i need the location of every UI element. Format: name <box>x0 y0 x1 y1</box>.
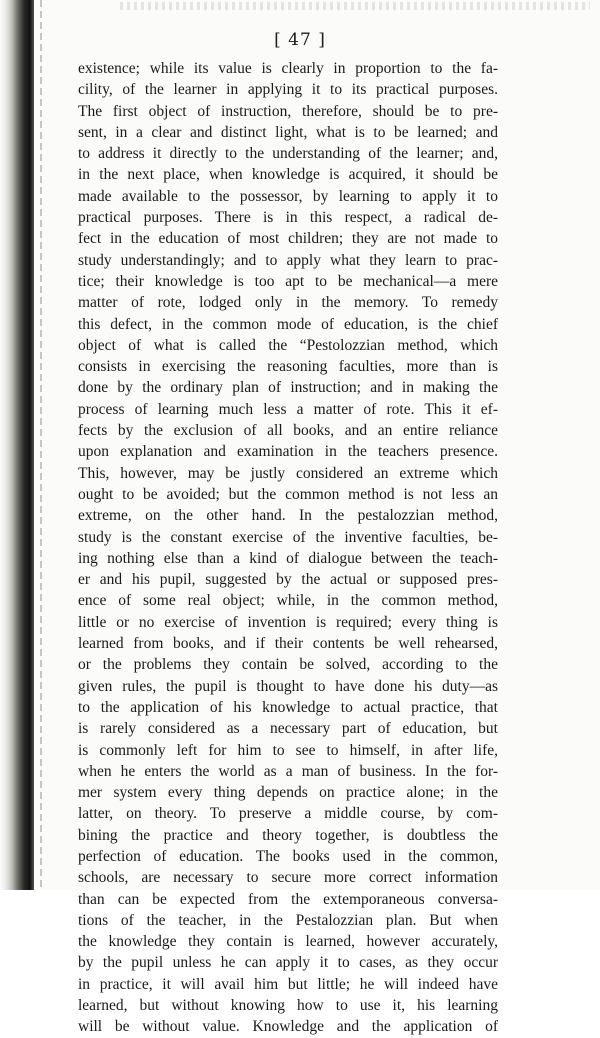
text-line: fect in the education of most children; they are not made to <box>78 230 498 248</box>
text-line: to address it directly to the understanding of the learner; and, <box>78 145 498 163</box>
text-line: than can be expected from the extemporaneous conversa- <box>78 890 498 908</box>
text-line: by the pupil unless he can apply it to cases, as they occur <box>78 954 498 972</box>
text-line: mer system every thing depends on practice alone; in the <box>78 784 498 802</box>
text-line: ought to be avoided; but the common method is not less an <box>78 485 498 503</box>
text-line: bining the practice and theory together, is doubtless the <box>78 826 498 844</box>
text-line: fects by the exclusion of all books, and an entire reliance <box>78 422 498 440</box>
text-line: consists in exercising the reasoning faculties, more than is <box>78 358 498 376</box>
binding-shadow-line <box>40 0 42 890</box>
text-line: matter of rote, lodged only in the memory. To remedy <box>78 294 498 312</box>
text-line: extreme, on the other hand. In the pestalozzian method, <box>78 507 498 525</box>
text-line: perfection of education. The books used in the common, <box>78 847 498 865</box>
text-line: the knowledge they contain is learned, however accurately, <box>78 933 498 951</box>
text-line: cility, of the learner in applying it to its practical purposes. <box>78 81 498 99</box>
text-line: given rules, the pupil is thought to have done his duty—as <box>78 677 498 695</box>
text-line: learned, but without knowing how to use it, his learning <box>78 997 498 1015</box>
text-line: object of what is called the “Pestolozzian method, which <box>78 336 498 354</box>
text-line: made available to the possessor, by learning to apply it to <box>78 187 498 205</box>
text-line: upon explanation and examination in the teachers presence. <box>78 443 498 461</box>
text-line: This, however, may be justly considered an extreme which <box>78 464 498 482</box>
body-text <box>78 58 498 1038</box>
text-line: or the problems they contain be solved, according to the <box>78 656 498 674</box>
text-line: in practice, it will avail him but little; he will indeed have <box>78 975 498 993</box>
text-line: done by the ordinary plan of instruction; and in making the <box>78 379 498 397</box>
text-line: process of learning much less a matter of rote. This it ef- <box>78 400 498 418</box>
text-line: practical purposes. There is in this respect, a radical de- <box>78 209 498 227</box>
text-line: in the next place, when knowledge is acquired, it should be <box>78 166 498 184</box>
text-line: tice; their knowledge is too apt to be mechanical—a mere <box>78 272 498 290</box>
text-line: will be without value. Knowledge and the application of <box>78 1018 498 1036</box>
text-line: study understandingly; and to apply what they learn to prac- <box>78 251 498 269</box>
book-binding-gutter <box>0 0 34 890</box>
text-line: study is the constant exercise of the inventive faculties, be- <box>78 528 498 546</box>
text-line: The first object of instruction, therefore, should be to pre- <box>78 102 498 120</box>
text-line: learned from books, and if their contents be well rehearsed, <box>78 635 498 653</box>
text-line: latter, on theory. To preserve a middle course, by com- <box>78 805 498 823</box>
text-line: schools, are necessary to secure more correct information <box>78 869 498 887</box>
page-number: [ 47 ] <box>274 30 326 50</box>
text-line: ence of some real object; while, in the common method, <box>78 592 498 610</box>
text-line: existence; while its value is clearly in proportion to the fa- <box>78 60 498 77</box>
text-line: er and his pupil, suggested by the actual or supposed pres- <box>78 571 498 589</box>
text-line: tions of the teacher, in the Pestalozzian plan. But when <box>78 911 498 929</box>
text-line: little or no exercise of invention is required; every thing is <box>78 613 498 631</box>
text-line: sent, in a clear and distinct light, what is to be learned; and <box>78 123 498 141</box>
text-line: is rarely considered as a necessary part of education, but <box>78 720 498 738</box>
text-line: ing nothing else than a kind of dialogue between the teach- <box>78 549 498 567</box>
scan-noise-top <box>120 2 590 10</box>
text-line: is commonly left for him to see to himself, in after life, <box>78 741 498 759</box>
text-line: this defect, in the common mode of education, is the chief <box>78 315 498 333</box>
text-line: when he enters the world as a man of business. In the for- <box>78 762 498 780</box>
text-line: to the application of his knowledge to actual practice, that <box>78 698 498 716</box>
